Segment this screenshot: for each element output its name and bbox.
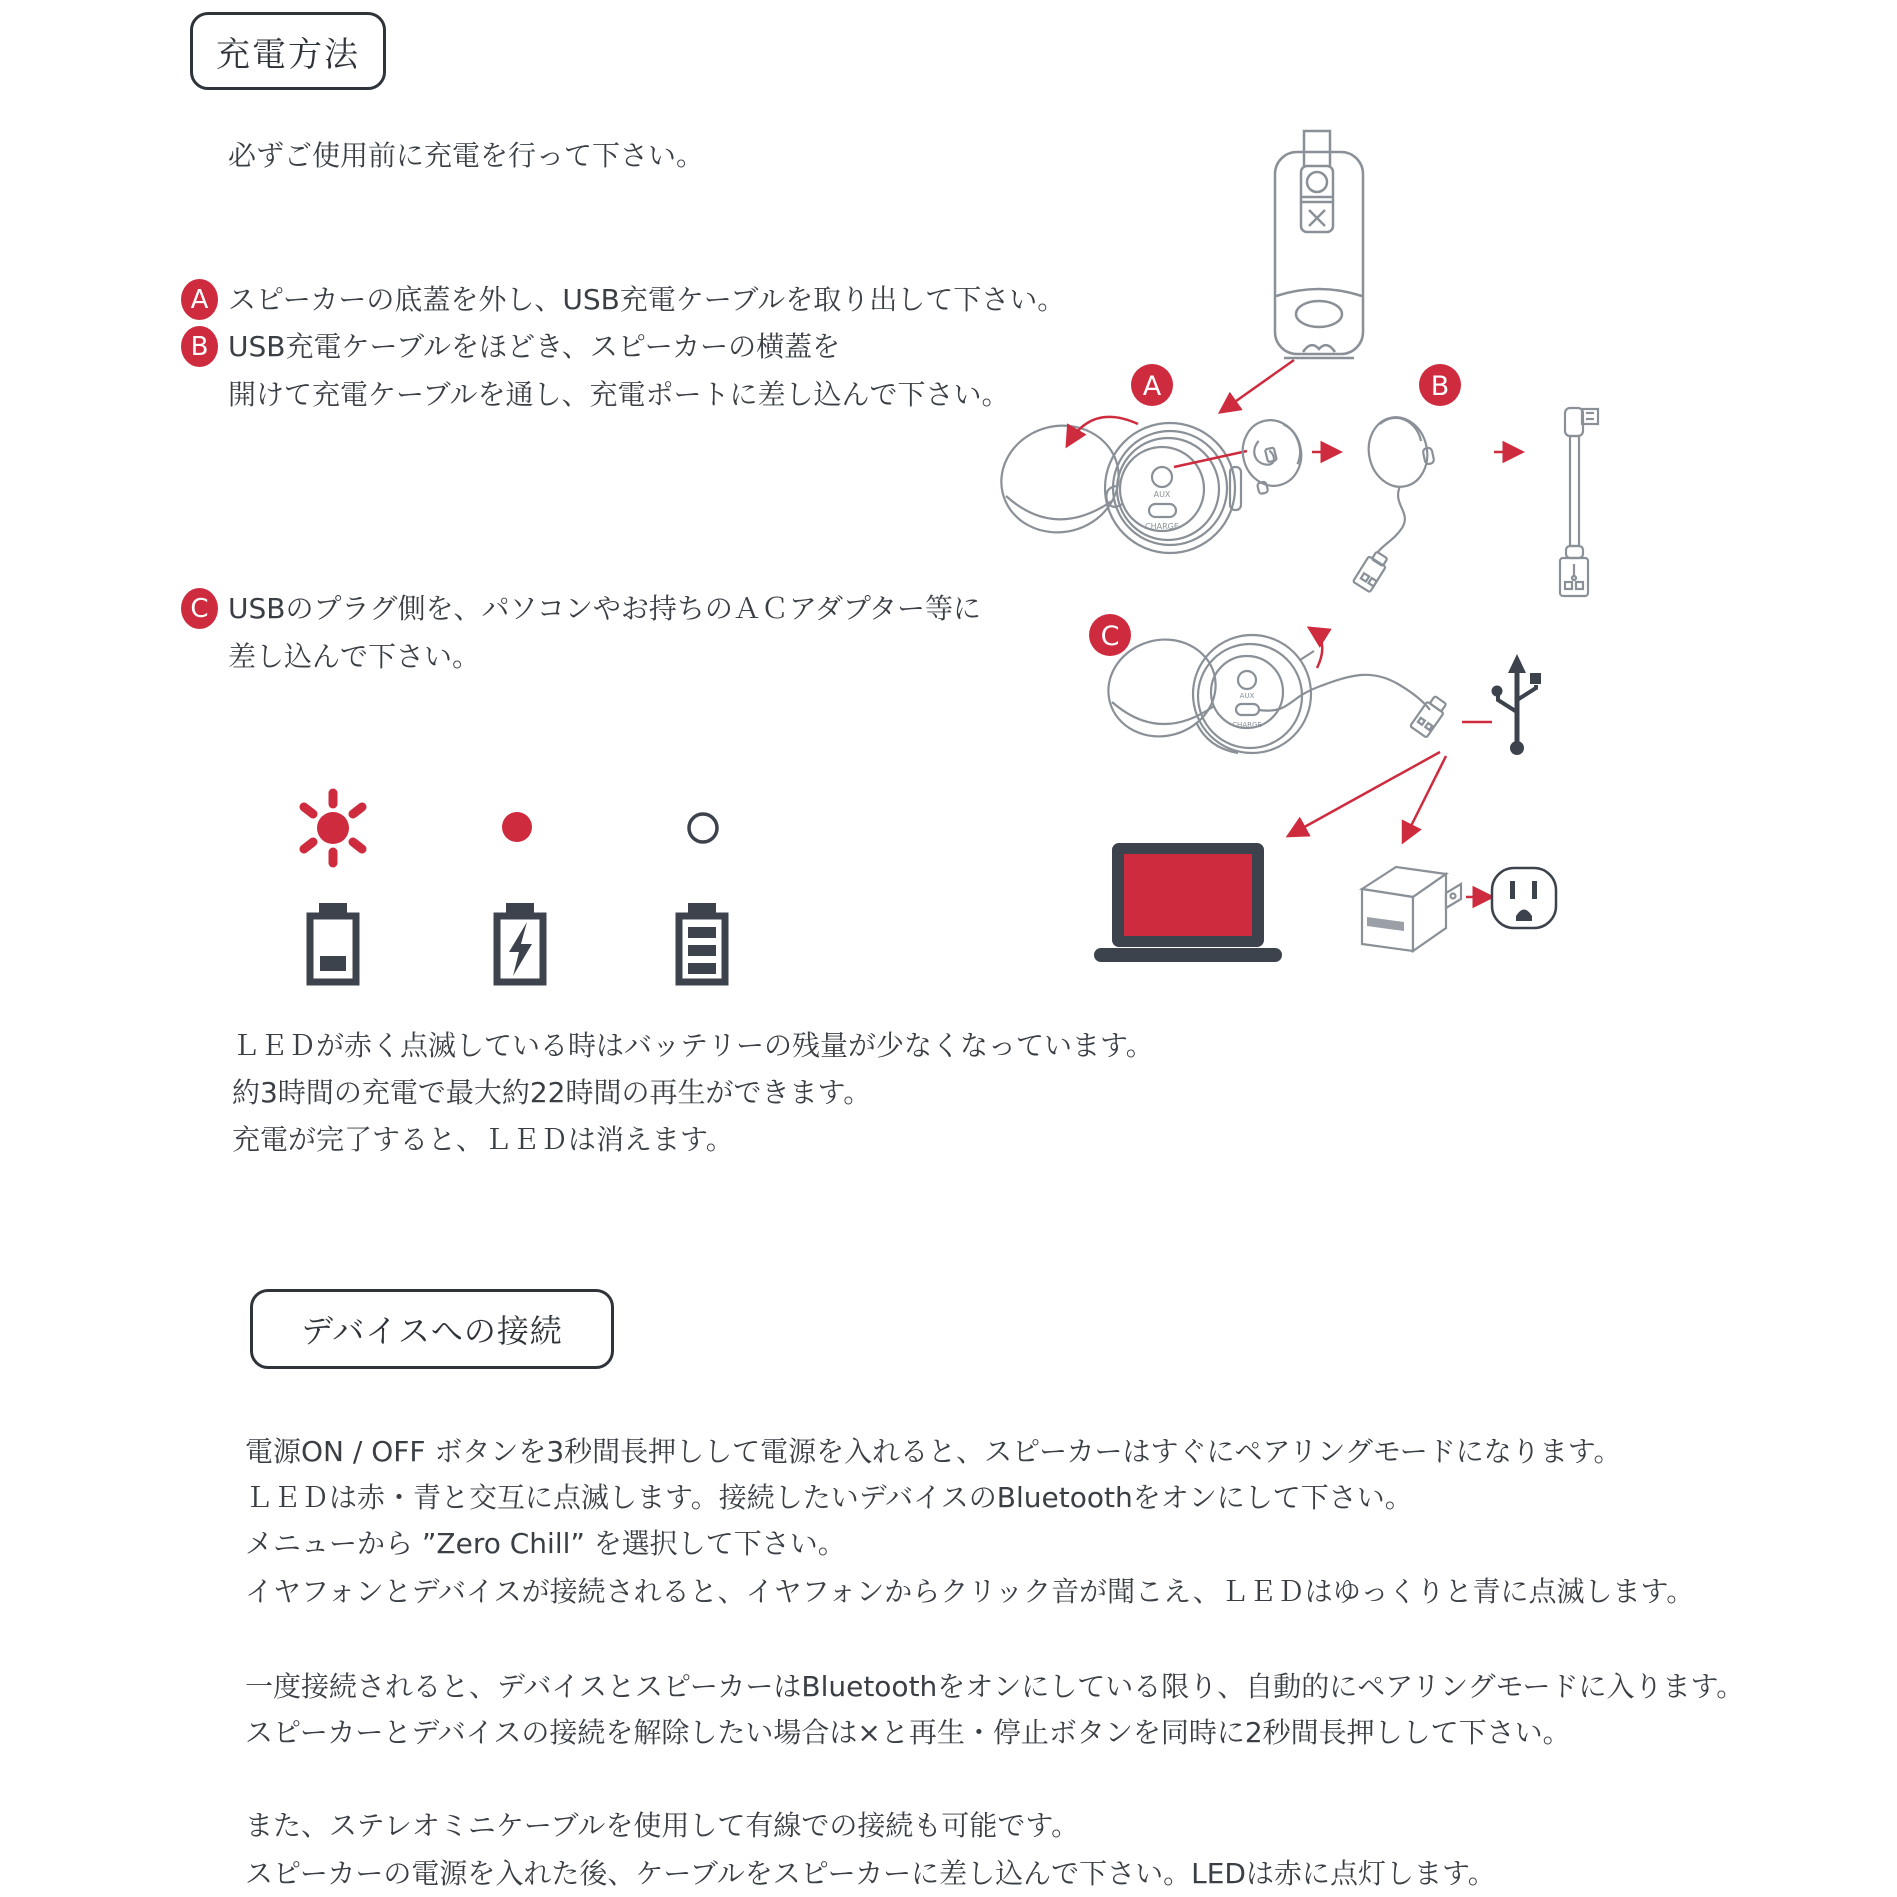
step-b-text-line1: USB充電ケーブルをほどき、スピーカーの横蓋を bbox=[228, 330, 841, 363]
arrow-speaker-to-disc bbox=[1222, 360, 1294, 411]
section-title-charging bbox=[190, 12, 386, 90]
led-note-line2: 約3時間の充電で最大約22時間の再生ができます。 bbox=[232, 1076, 872, 1109]
step-c-text-line1: USBのプラグ側を、パソコンやお持ちのＡＣアダプター等に bbox=[228, 592, 981, 625]
usb-cable-illustration bbox=[1560, 408, 1598, 596]
svg-text:CHARGE: CHARGE bbox=[1232, 721, 1262, 729]
charging-illustration bbox=[950, 100, 1670, 1000]
step-a-text: スピーカーの底蓋を外し、USB充電ケーブルを取り出して下さい。 bbox=[228, 283, 1066, 316]
step-b-text-line2: 開けて充電ケーブルを通し、充電ポートに差し込んで下さい。 bbox=[228, 378, 1010, 411]
step-a-badge: A bbox=[181, 279, 218, 320]
unwound-cable-disc-illustration bbox=[1353, 412, 1435, 593]
connection-p2-line1: 一度接続されると、デバイスとスピーカーはBluetoothをオンにしている限り、自動的にペアリングモードに入ります。 bbox=[245, 1670, 1745, 1703]
connection-p3-line2: スピーカーの電源を入れた後、ケーブルをスピーカーに差し込んで下さい。LEDは赤に点灯します。 bbox=[245, 1857, 1496, 1890]
aux-port-icon bbox=[1152, 467, 1172, 487]
connection-p1-line2: ＬＥＤは赤・青と交互に点滅します。接続したいデバイスのBluetoothをオンにして下さい。 bbox=[245, 1481, 1413, 1514]
led-blinking-icon bbox=[304, 793, 362, 863]
connection-p1-line3: メニューから ”Zero Chill” を選択して下さい。 bbox=[245, 1527, 846, 1560]
section-title-connection bbox=[250, 1289, 614, 1369]
connection-p1-line1: 電源ON / OFF ボタンを3秒間長押しして電源を入れると、スピーカーはすぐにペアリングモードになります。 bbox=[245, 1435, 1622, 1468]
ac-adapter-illustration bbox=[1362, 867, 1461, 951]
led-on-icon bbox=[502, 812, 532, 842]
battery-charging-icon bbox=[497, 903, 543, 982]
charge-port-icon-c bbox=[1236, 704, 1259, 715]
aux-port-icon-c bbox=[1238, 671, 1256, 689]
svg-text:AUX: AUX bbox=[1153, 490, 1171, 499]
arrow-to-laptop bbox=[1290, 752, 1440, 835]
connection-p1-line4: イヤフォンとデバイスが接続されると、イヤフォンからクリック音が聞こえ、ＬＥＤはゆっくりと青に点滅します。 bbox=[245, 1575, 1695, 1608]
outlet-illustration bbox=[1492, 868, 1556, 928]
coiled-cable-disc-illustration bbox=[1236, 414, 1309, 496]
svg-text:B: B bbox=[1430, 371, 1450, 402]
diagram-badge-c bbox=[1089, 614, 1131, 656]
speaker-play-button-icon bbox=[1307, 172, 1327, 192]
svg-text:AUX: AUX bbox=[1239, 692, 1255, 700]
led-note-line1: ＬＥＤが赤く点滅している時はバッテリーの残量が少なくなっています。 bbox=[232, 1029, 1154, 1062]
led-battery-legend bbox=[280, 780, 750, 1000]
section-title-connection-label: デバイスへの接続 bbox=[301, 1312, 563, 1350]
section-title-charging-label: 充電方法 bbox=[216, 34, 360, 75]
laptop-illustration bbox=[1094, 843, 1282, 962]
led-note-line3: 充電が完了すると、ＬＥＤは消えます。 bbox=[232, 1123, 734, 1156]
svg-text:C: C bbox=[1100, 621, 1120, 652]
bottom-cover-open-illustration bbox=[990, 413, 1241, 553]
charging-intro: 必ずご使用前に充電を行って下さい。 bbox=[228, 139, 705, 172]
step-c-text-line2: 差し込んで下さい。 bbox=[228, 640, 481, 673]
diagram-badge-b bbox=[1419, 364, 1461, 406]
charge-port-icon bbox=[1149, 504, 1176, 517]
disc-with-cable-illustration bbox=[1097, 628, 1448, 753]
step-b-badge: B bbox=[181, 326, 218, 367]
led-off-icon bbox=[689, 814, 717, 842]
battery-low-icon bbox=[310, 903, 356, 982]
step-c-badge: C bbox=[181, 588, 218, 629]
connection-p3-line1: また、ステレオミニケーブルを使用して有線での接続も可能です。 bbox=[245, 1809, 1080, 1842]
diagram-badge-a bbox=[1131, 364, 1173, 406]
speaker-x-button-icon bbox=[1309, 210, 1325, 226]
battery-full-icon bbox=[679, 903, 725, 982]
connection-p2-line2: スピーカーとデバイスの接続を解除したい場合は×と再生・停止ボタンを同時に2秒間長押しして下さい。 bbox=[245, 1716, 1571, 1749]
speaker-illustration bbox=[1275, 131, 1363, 358]
svg-text:CHARGE: CHARGE bbox=[1145, 522, 1179, 531]
arrow-lid-rotate-c bbox=[1311, 629, 1322, 668]
usb-symbol-icon bbox=[1492, 654, 1542, 755]
svg-text:A: A bbox=[1142, 371, 1162, 402]
